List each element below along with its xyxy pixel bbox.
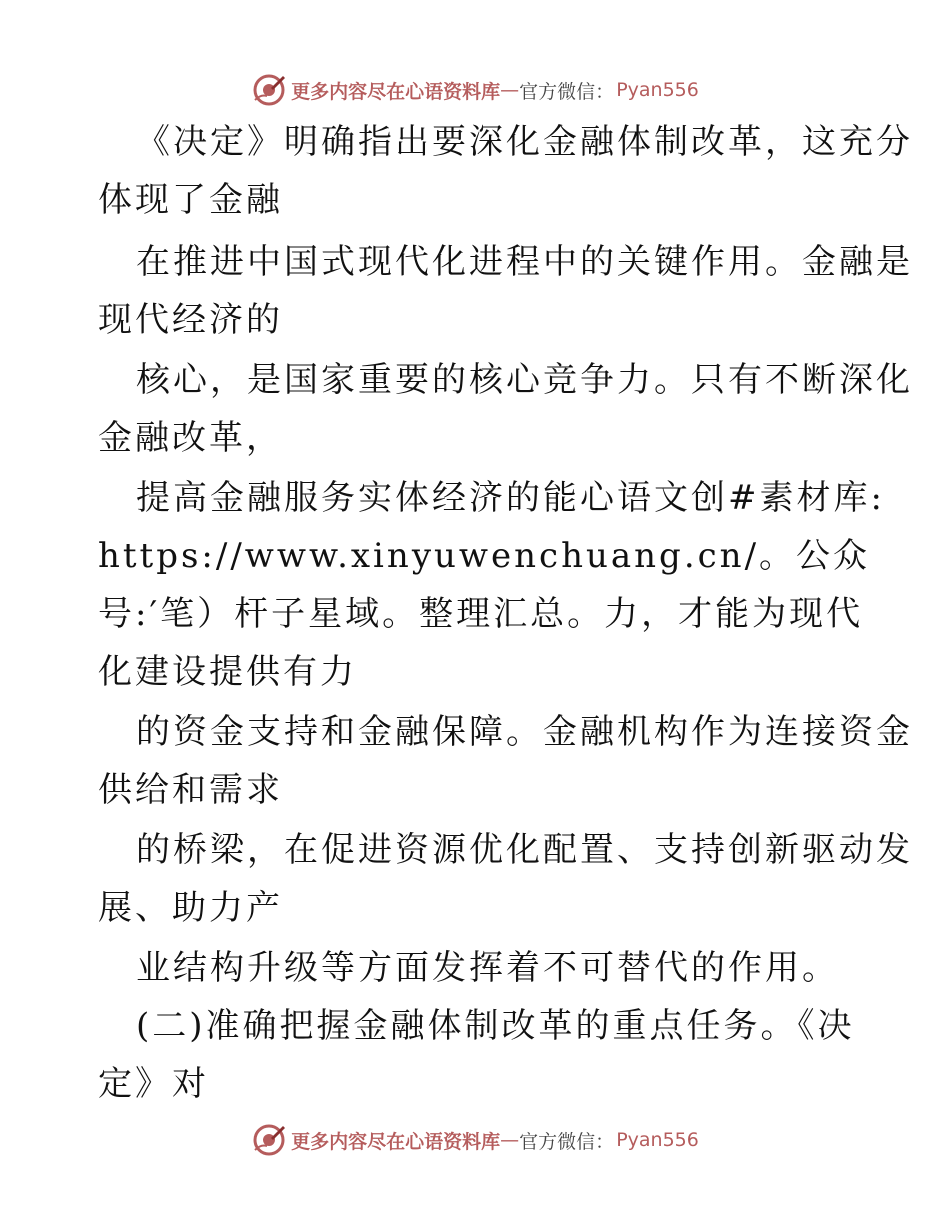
header-watermark [0,70,950,110]
watermark-brand: 更多内容尽在心语资料库 [291,80,501,103]
watermark-id: Pyan556 [616,1129,699,1151]
watermark-dash: — [500,1129,520,1151]
text-line: 业结构升级等方面发挥着不可替代的作用。 [136,948,839,988]
text-line: 的桥梁，在促进资源优化配置、支持创新驱动发 [136,830,913,870]
watermark-brand: 更多内容尽在心语资料库 [291,1130,501,1153]
text-line: 核心，是国家重要的核心竞争力。只有不断深化 [136,360,913,400]
text-line: 化建设提供有力 [98,652,357,692]
text-line: 的资金支持和金融保障。金融机构作为连接资金 [136,712,913,752]
pen-logo-icon [251,1122,287,1158]
watermark-id: Pyan556 [616,79,699,101]
text-line: 《决定》明确指出要深化金融体制改革，这充分 [136,122,913,162]
watermark-dash: — [500,79,520,101]
watermark-label: 官方微信： [519,1130,615,1153]
text-line: 号:′笔）杆子星域。整理汇总。力，才能为现代 [98,594,864,634]
text-line: (二)准确把握金融体制改革的重点任务。《决 [136,1006,855,1046]
text-line: 金融改革， [98,418,283,458]
text-line: https://www.xinyuwenchuang.cn/。公众 [98,536,871,576]
text-line: 提高金融服务实体经济的能心语文创#素材库: [136,478,885,518]
footer-watermark [0,1120,950,1160]
text-line: 现代经济的 [98,300,283,340]
watermark-label: 官方微信： [519,80,615,103]
pen-logo-icon [251,72,287,108]
text-line: 定》对 [98,1064,209,1104]
text-line: 供给和需求 [98,770,283,810]
text-line: 在推进中国式现代化进程中的关键作用。金融是 [136,242,913,282]
text-line: 体现了金融 [98,180,283,220]
text-line: 展、助力产 [98,888,283,928]
